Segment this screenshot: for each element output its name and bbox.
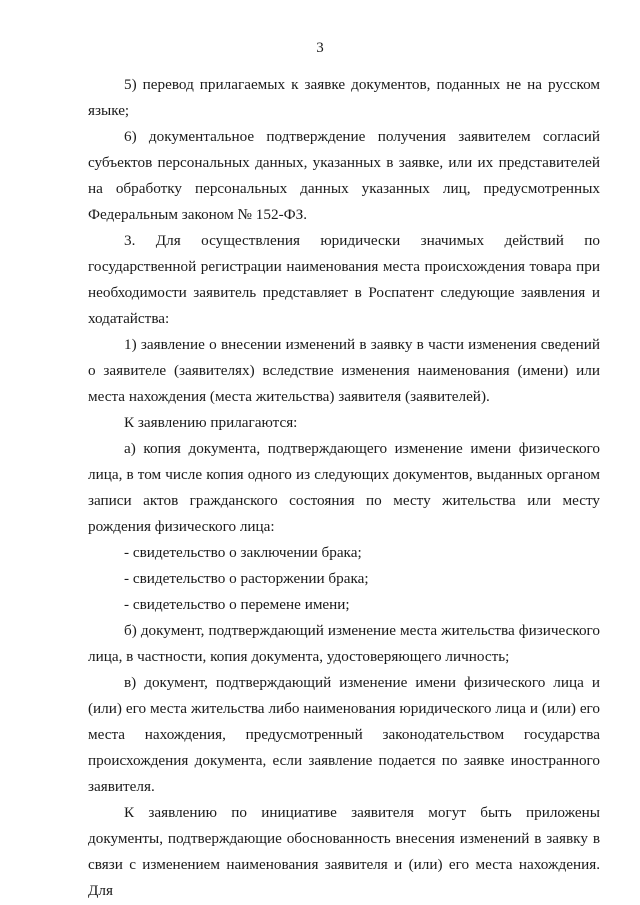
paragraph-initiative-documents: К заявлению по инициативе заявителя могут быть приложены документы, подтверждающие обоснованность внесения изменений в заявку в связи с изменением наименования заявителя и (или) его места нахождения. Для [88, 804, 600, 899]
paragraph-item-6: 6) документальное подтверждение получения заявителем согласий субъектов персональных данных, указанных в заявке, или их представителей на обработку персональных данных указанных лиц, предусмотренных Федеральным законом № 152-ФЗ. [88, 128, 600, 223]
paragraph-item-5: 5) перевод прилагаемых к заявке документов, поданных не на русском языке; [88, 76, 600, 119]
list-item-marriage-certificate: - свидетельство о заключении брака; [124, 544, 362, 561]
paragraph-section-3: 3. Для осуществления юридически значимых действий по государственной регистрации наименования места происхождения товара при необходимости заявитель представляет в Роспатент следующие заявления и ходатайства: [88, 232, 600, 327]
paragraph-attachments-intro: К заявлению прилагаются: [124, 414, 298, 431]
paragraph-item-a: а) копия документа, подтверждающего изменение имени физического лица, в том числе копия одного из следующих документов, выданных органом записи актов гражданского состояния по месту жительства или месту рождения физического лица: [88, 440, 600, 535]
page-number: 3 [316, 40, 324, 56]
list-item-name-change-certificate: - свидетельство о перемене имени; [124, 596, 350, 613]
document-body [88, 72, 600, 904]
list-item-divorce-certificate: - свидетельство о расторжении брака; [124, 570, 369, 587]
paragraph-item-v: в) документ, подтверждающий изменение имени физического лица и (или) его места жительства либо наименования юридического лица и (или) его места нахождения, предусмотренный законодательством государства происхождения документа, если заявление подается по заявке иностранного заявителя. [88, 674, 600, 795]
paragraph-subitem-1: 1) заявление о внесении изменений в заявку в части изменения сведений о заявителе (заявителях) вследствие изменения наименования (имени) или места нахождения (места жительства) заявителя (заявителей). [88, 336, 600, 405]
paragraph-item-b: б) документ, подтверждающий изменение места жительства физического лица, в частности, копия документа, удостоверяющего личность; [88, 622, 600, 665]
